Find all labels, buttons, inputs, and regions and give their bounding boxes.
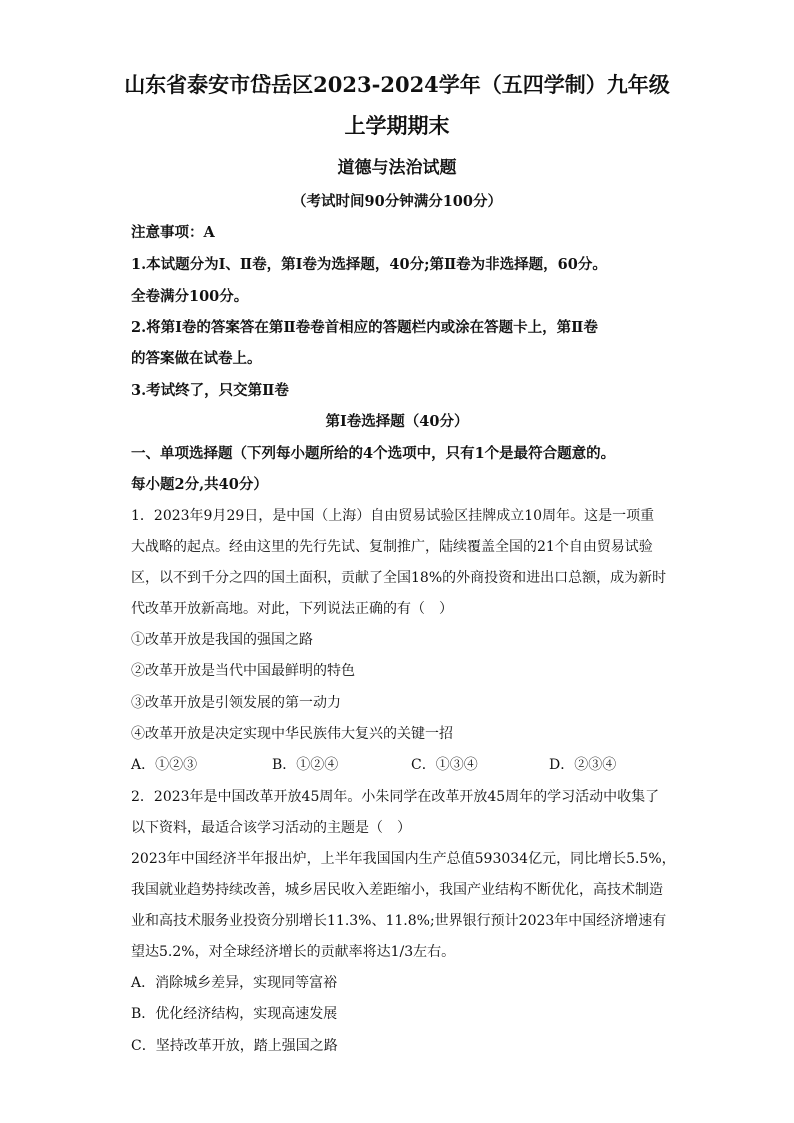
section-instruction-line2: 每小题2分,共40分） — [131, 476, 268, 493]
notes-heading: 注意事项：A — [131, 224, 215, 241]
subject-title: 道德与法治试题 — [337, 158, 457, 178]
q2-option-b: B．优化经济结构，实现高速发展 — [131, 1006, 338, 1022]
q2-material-line: 2023年中国经济半年报出炉，上半年我国国内生产总值593034亿元，同比增长5.5%， — [131, 851, 676, 867]
notes-item1-line1: 1.本试题分为Ⅰ、Ⅱ卷，第Ⅰ卷为选择题，40分;第Ⅱ卷为非选择题，60分。 — [131, 256, 607, 273]
q2-stem-line: 以下资料，最适合该学习活动的主题是（ ） — [131, 820, 411, 836]
q2-option-a: A．消除城乡差异，实现同等富裕 — [131, 975, 338, 991]
notes-item3: 3.考试终了，只交第Ⅱ卷 — [131, 382, 289, 399]
notes-item2-line2: 的答案做在试卷上。 — [131, 350, 262, 367]
section-title: 第Ⅰ卷选择题（40分） — [325, 413, 469, 430]
exam-title-line1: 山东省泰安市岱岳区2023-2024学年（五四学制）九年级 — [124, 72, 670, 97]
q1-stem-line: 代改革开放新高地。对此，下列说法正确的有（ ） — [131, 601, 453, 617]
notes-item2-line1: 2.将第Ⅰ卷的答案答在第Ⅱ卷卷首相应的答题栏内或涂在答题卡上，第Ⅱ卷 — [131, 319, 598, 336]
q1-statement: ③改革开放是引领发展的第一动力 — [131, 695, 341, 711]
section-instruction-line1: 一、单项选择题（下列每小题所给的4个选项中，只有1个是最符合题意的。 — [131, 445, 616, 462]
q2-material-line: 我国就业趋势持续改善，城乡居民收入差距缩小，我国产业结构不断优化，高技术制造 — [131, 882, 663, 898]
exam-title-line2: 上学期期末 — [344, 113, 450, 138]
q2-option-c: C．坚持改革开放，踏上强国之路 — [131, 1038, 338, 1054]
q2-stem-line: 2．2023年是中国改革开放45周年。小朱同学在改革开放45周年的学习活动中收集了 — [131, 789, 660, 805]
q2-material-line: 业和高技术服务业投资分别增长11.3%、11.8%;世界银行预计2023年中国经济增速有 — [131, 913, 667, 929]
q1-stem-line: 大战略的起点。经由这里的先行先试、复制推广，陆续覆盖全国的21个自由贸易试验 — [131, 539, 653, 555]
q1-statement: ①改革开放是我国的强国之路 — [131, 632, 313, 648]
exam-info: （考试时间90分钟满分100分） — [292, 193, 502, 210]
q1-option-a: A．①②③ — [131, 757, 198, 773]
notes-item1-line2: 全卷满分100分。 — [131, 288, 249, 305]
q1-option-b: B．①②④ — [272, 757, 339, 773]
q1-stem-line: 1．2023年9月29日，是中国（上海）自由贸易试验区挂牌成立10周年。这是一项重 — [131, 508, 655, 524]
q1-statement: ④改革开放是决定实现中华民族伟大复兴的关键一招 — [131, 726, 453, 742]
q1-stem-line: 区，以不到千分之四的国土面积，贡献了全国18%的外商投资和进出口总额，成为新时 — [131, 570, 667, 586]
q1-option-c: C．①③④ — [411, 757, 478, 773]
q2-material-line: 望达5.2%，对全球经济增长的贡献率将达1/3左右。 — [131, 944, 456, 960]
q1-statement: ②改革开放是当代中国最鲜明的特色 — [131, 663, 355, 679]
q1-option-d: D．②③④ — [549, 757, 617, 773]
